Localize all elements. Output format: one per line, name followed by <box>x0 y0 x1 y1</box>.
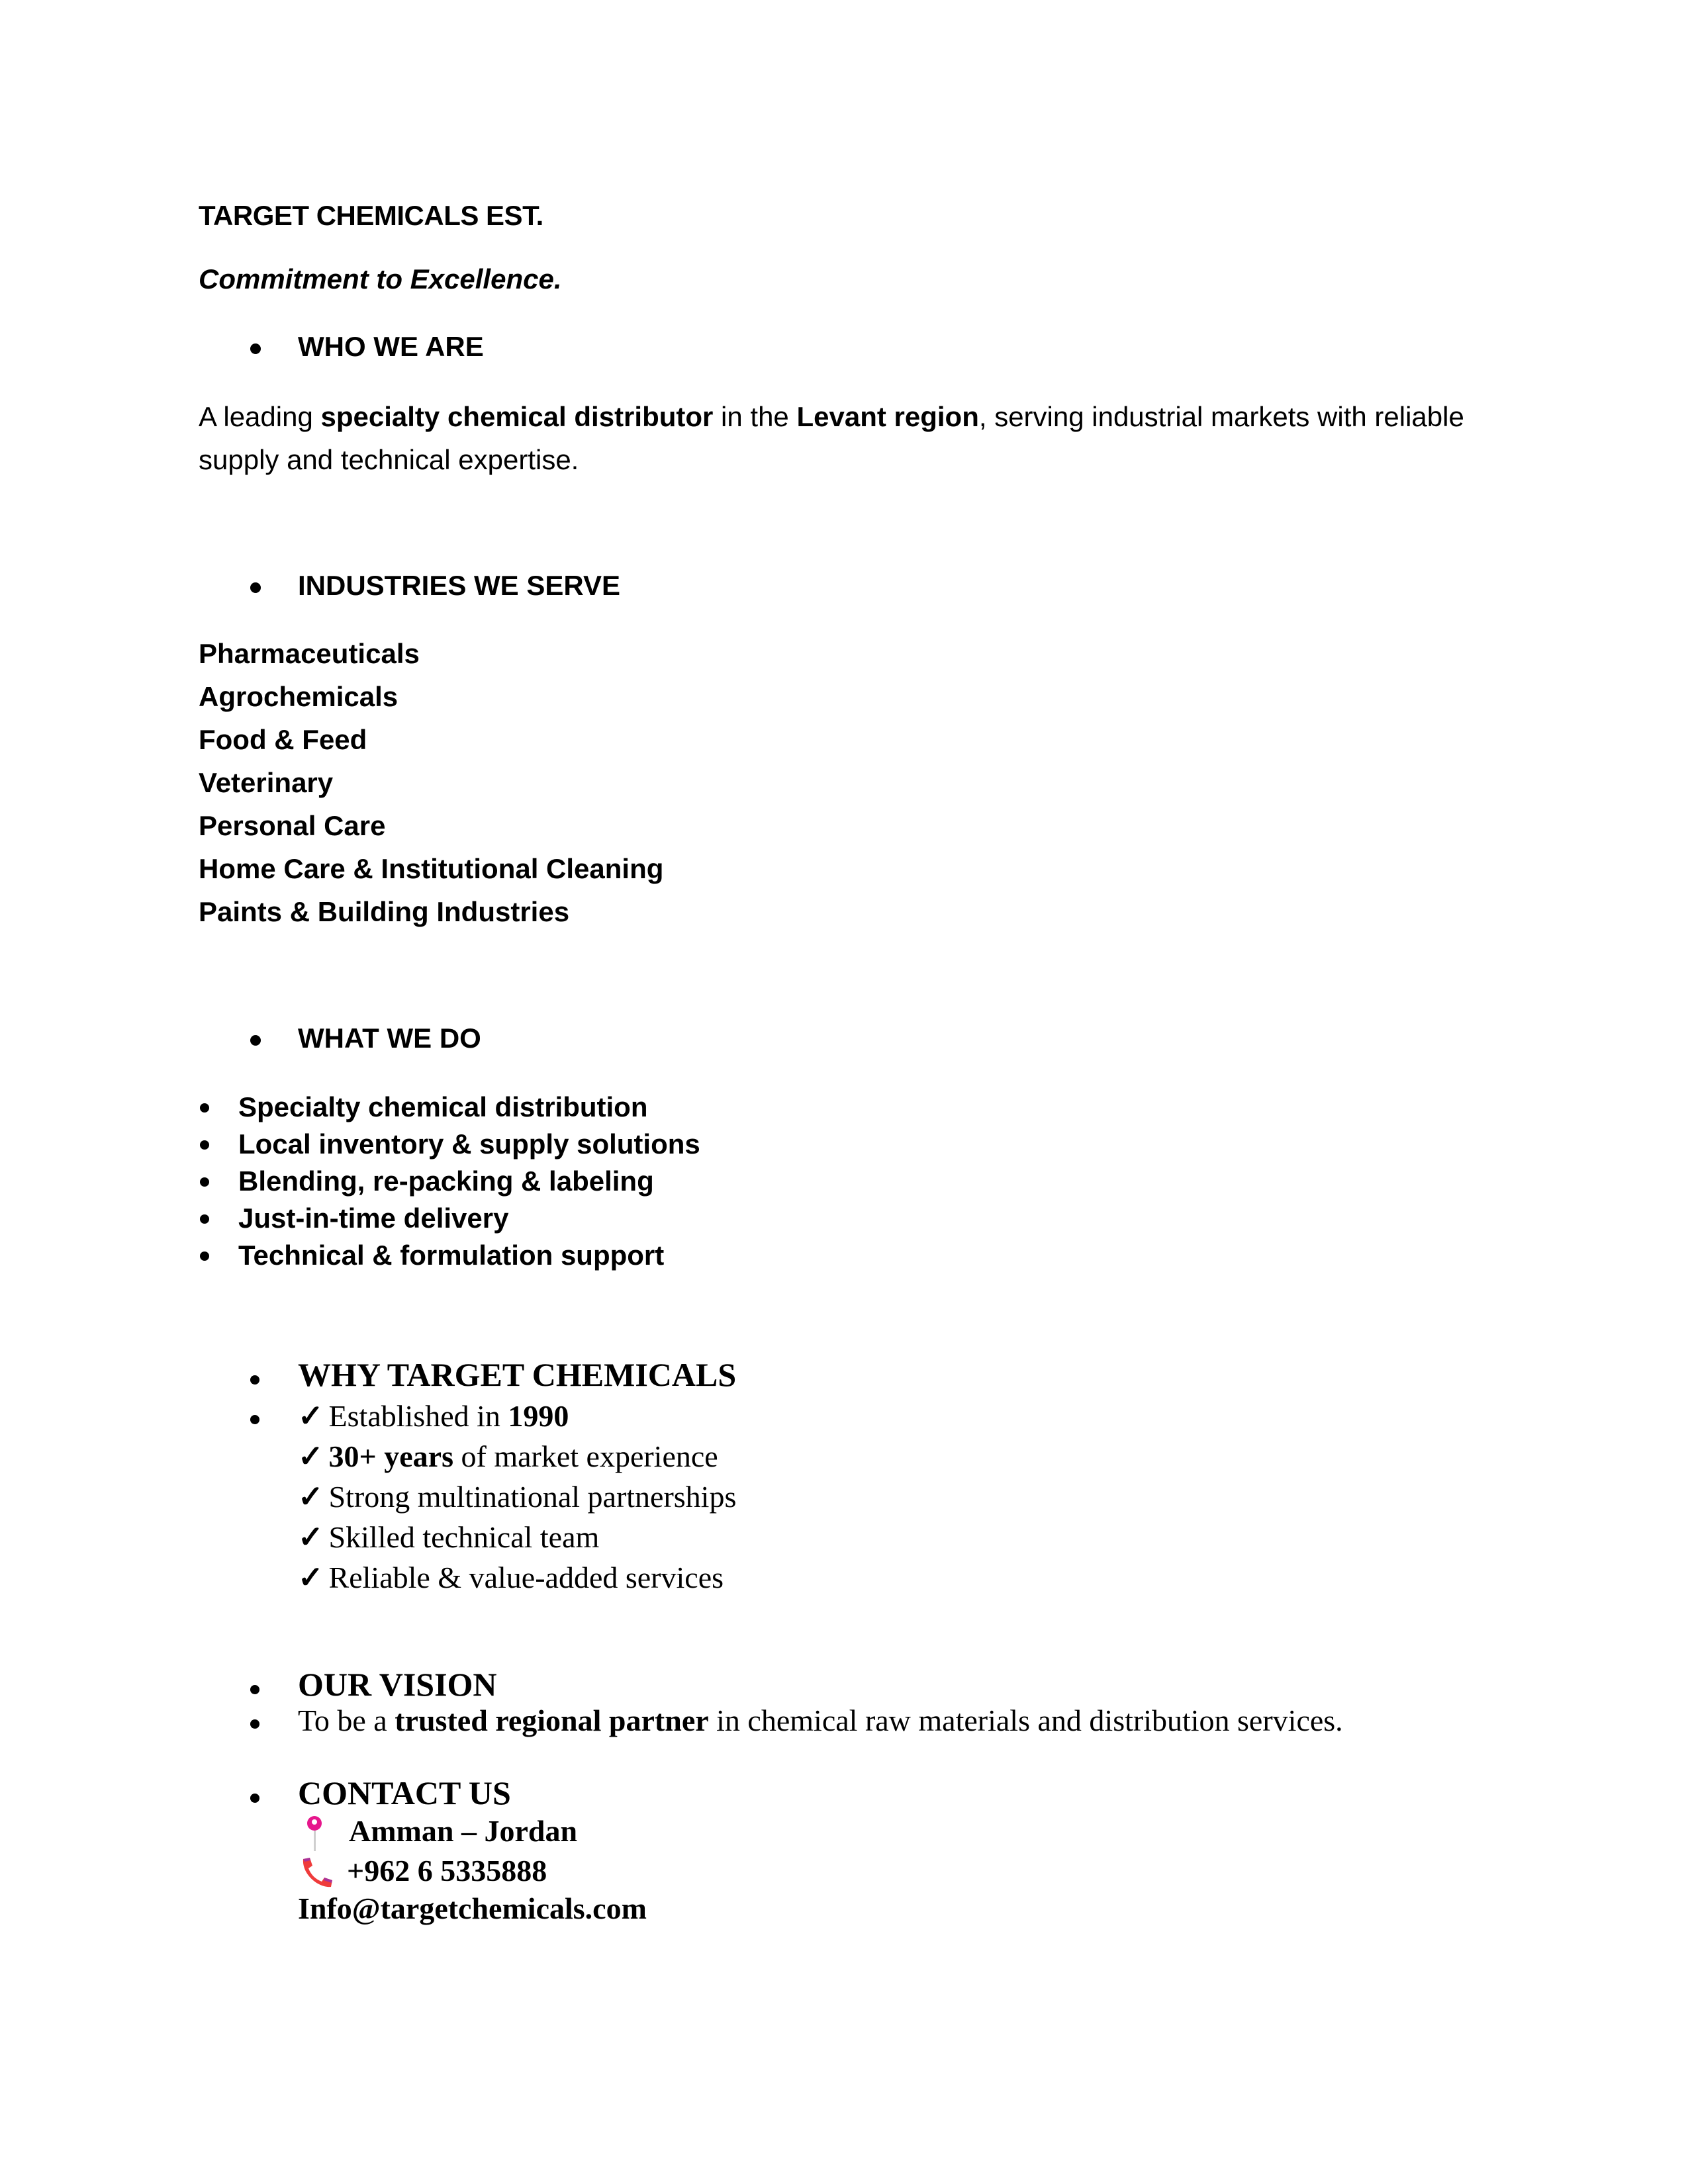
emphasis: 1990 <box>508 1399 569 1433</box>
emphasis: Levant region <box>796 401 979 432</box>
list-item <box>199 1089 700 1126</box>
phone-number[interactable]: +962 6 5335888 <box>347 1854 547 1888</box>
text: To be a <box>298 1704 395 1737</box>
text: Reliable & value-added services <box>328 1561 724 1594</box>
bullet-icon <box>200 1177 209 1187</box>
who-we-are-paragraph <box>199 395 1489 481</box>
text: , serving industrial markets with reliable supply and technical expertise. <box>199 401 1464 475</box>
emphasis: specialty chemical distributor <box>320 401 714 432</box>
contact-phone <box>299 1853 547 1891</box>
heading-why: WHY TARGET CHEMICALS <box>298 1356 737 1393</box>
why-item <box>298 1479 736 1514</box>
why-item <box>298 1559 724 1595</box>
vision-statement <box>298 1703 1343 1738</box>
heading-who-we-are: WHO WE ARE <box>298 331 484 362</box>
check-icon: ✓ <box>298 1561 324 1594</box>
list-item: Veterinary <box>199 767 334 798</box>
list-item-label: Blending, re-packing & labeling <box>238 1165 654 1197</box>
why-item <box>298 1438 718 1474</box>
list-item <box>199 1200 700 1237</box>
check-icon: ✓ <box>298 1520 324 1554</box>
list-item-label: Local inventory & supply solutions <box>238 1128 700 1160</box>
bullet-icon <box>250 1685 259 1694</box>
check-icon: ✓ <box>298 1439 324 1473</box>
list-item: Food & Feed <box>199 724 367 755</box>
heading-contact: CONTACT US <box>298 1774 511 1811</box>
heading-what-we-do: WHAT WE DO <box>298 1023 481 1054</box>
bullet-icon <box>200 1103 209 1113</box>
heading-industries: INDUSTRIES WE SERVE <box>298 570 620 601</box>
bullet-icon <box>250 1719 259 1729</box>
list-item: Agrochemicals <box>199 681 399 712</box>
bullet-icon <box>250 1375 259 1385</box>
bullet-icon <box>200 1140 209 1150</box>
list-item: Personal Care <box>199 810 386 841</box>
bullet-icon <box>200 1214 209 1224</box>
why-item <box>298 1519 599 1555</box>
check-icon: ✓ <box>298 1480 324 1514</box>
text: Established in <box>328 1399 508 1433</box>
text: of market experience <box>453 1439 718 1473</box>
tagline: Commitment to Excellence. <box>199 263 562 295</box>
location-text: Amman – Jordan <box>349 1814 578 1848</box>
emphasis: trusted regional partner <box>395 1704 709 1737</box>
bullet-icon <box>250 343 261 354</box>
text: Skilled technical team <box>328 1520 600 1554</box>
list-item-label: Technical & formulation support <box>238 1240 665 1271</box>
what-we-do-list <box>199 1089 700 1274</box>
bullet-icon <box>250 582 261 593</box>
text: A leading <box>199 401 321 432</box>
industries-list <box>199 632 663 933</box>
text: Strong multinational partnerships <box>328 1480 737 1514</box>
phone-icon <box>299 1856 336 1891</box>
contact-email[interactable]: Info@targetchemicals.com <box>298 1891 647 1925</box>
bullet-icon <box>250 1794 259 1803</box>
list-item <box>199 1237 700 1274</box>
contact-location <box>301 1813 577 1854</box>
text: in chemical raw materials and distribution services. <box>708 1704 1343 1737</box>
why-item <box>298 1398 569 1433</box>
bullet-icon <box>250 1415 259 1424</box>
document-title: TARGET CHEMICALS EST. <box>199 200 543 231</box>
list-item <box>199 1126 700 1163</box>
text: in the <box>713 401 797 432</box>
emphasis: 30+ years <box>328 1439 453 1473</box>
bullet-icon <box>200 1251 209 1261</box>
list-item-label: Specialty chemical distribution <box>238 1091 648 1122</box>
list-item-label: Just-in-time delivery <box>238 1203 509 1234</box>
list-item <box>199 1163 700 1200</box>
location-pin-icon <box>301 1814 336 1854</box>
list-item: Pharmaceuticals <box>199 638 420 669</box>
list-item: Paints & Building Industries <box>199 896 570 927</box>
list-item: Home Care & Institutional Cleaning <box>199 853 664 884</box>
heading-vision: OUR VISION <box>298 1666 497 1703</box>
check-icon: ✓ <box>298 1399 324 1433</box>
bullet-icon <box>250 1035 261 1046</box>
